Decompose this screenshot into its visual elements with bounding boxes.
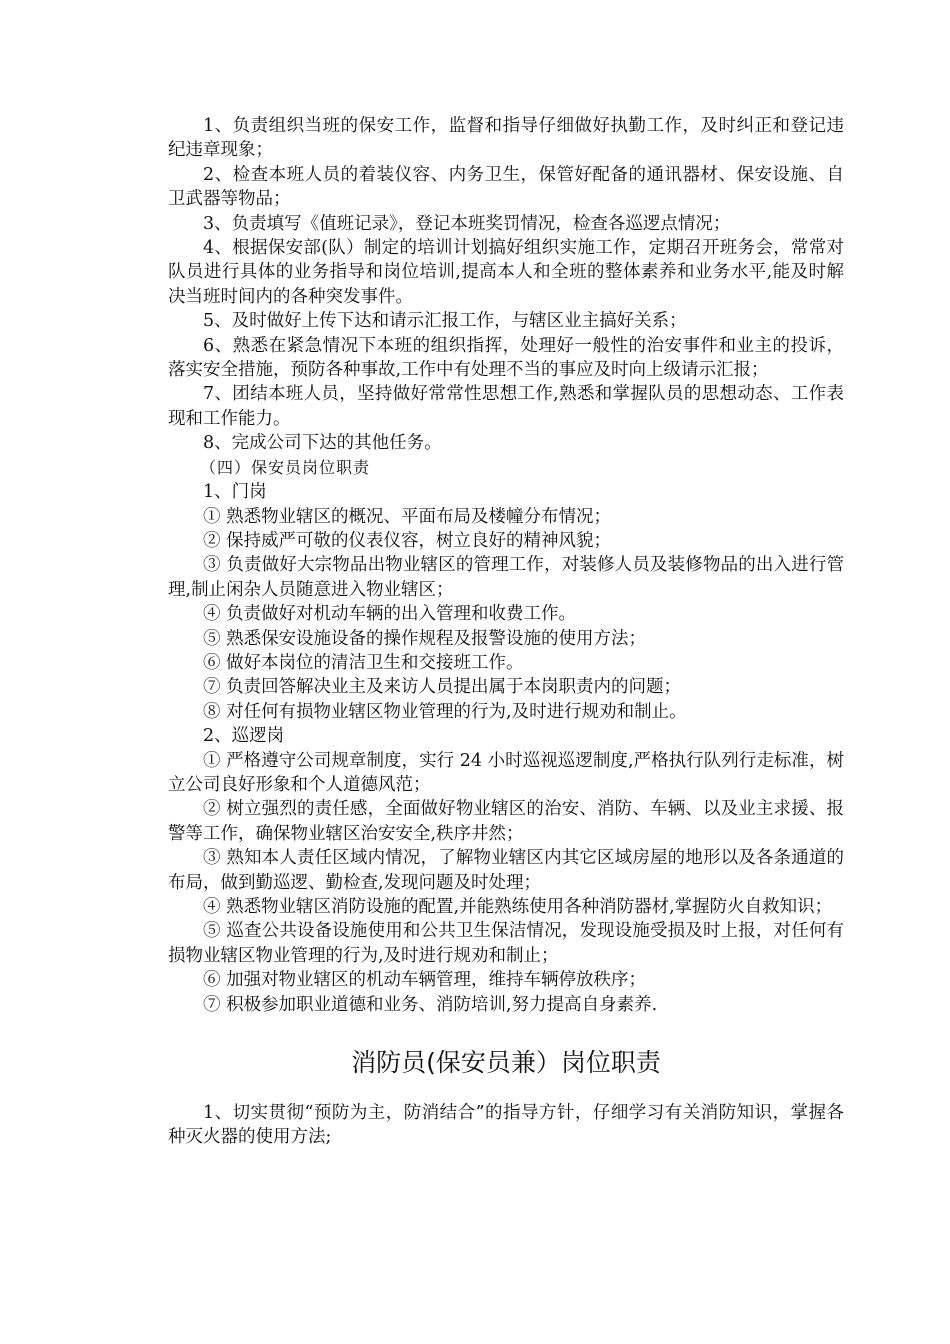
squad-duty-5: 5、及时做好上传下达和请示汇报工作，与辖区业主搞好关系； xyxy=(203,311,687,332)
squad-duty-6: 6、熟悉在紧急情况下本班的组织指挥，处理好一般性的治安事件和业主的投诉，落实安全措施，预防各种事故,工作中有处理不当的事应及时向上级请示汇报； xyxy=(168,335,844,381)
section-title-guard-duties: （四）保安员岗位职责 xyxy=(200,457,371,477)
firefighter-heading: 消防员(保安员兼）岗位职责 xyxy=(351,1048,661,1078)
document-page xyxy=(168,114,844,1150)
gate-duty-2: ② 保持威严可敬的仪表仪容，树立良好的精神风貌； xyxy=(203,530,612,551)
gate-duty-4: ④ 负责做好对机动车辆的出入管理和收费工作。 xyxy=(203,604,577,625)
squad-duty-7: 7、团结本班人员，坚持做好常常性思想工作,熟悉和掌握队员的思想动态、工作表现和工作能力。 xyxy=(168,384,844,429)
patrol-duty-3: ③ 熟知本人责任区域内情况，了解物业辖区内其它区域房屋的地形以及各条通道的布局，做到勤巡逻、勤检查,发现问题及时处理； xyxy=(168,848,844,893)
patrol-duty-4: ④ 熟悉物业辖区消防设施的配置,并能熟练使用各种消防器材,掌握防火自救知识； xyxy=(203,897,833,917)
patrol-duty-7: ⑦ 积极参加职业道德和业务、消防培训,努力提高自身素养. xyxy=(203,994,658,1015)
squad-duty-1: 1、负责组织当班的保安工作，监督和指导仔细做好执勤工作，及时纠正和登记违纪违章现象； xyxy=(168,116,844,161)
squad-duty-2: 2、检查本班人员的着装仪容、内务卫生，保管好配备的通讯器材、保安设施、自卫武器等物品； xyxy=(168,164,844,210)
gate-duty-7: ⑦ 负责回答解决业主及来访人员提出属于本岗职责内的问题； xyxy=(203,677,682,698)
squad-duty-8: 8、完成公司下达的其他任务。 xyxy=(203,433,442,454)
patrol-duty-1: ① 严格遵守公司规章制度，实行 24 小时巡视巡逻制度,严格执行队列行走标准，树立公司良好形象和个人道德风范； xyxy=(168,750,844,795)
gate-duty-1: ① 熟悉物业辖区的概况、平面布局及楼幢分布情况； xyxy=(203,506,612,527)
firefighter-duty-1: 1、切实贯彻“预防为主，防消结合”的指导方针，仔细学习有关消防知识，掌握各种灭火器的使用方法; xyxy=(168,1103,844,1148)
gate-duty-3: ③ 负责做好大宗物品出物业辖区的管理工作，对装修人员及装修物品的出入进行管理,制止闲杂人员随意进入物业辖区； xyxy=(168,555,844,600)
patrol-duty-2: ② 树立强烈的责任感，全面做好物业辖区的治安、消防、车辆、以及业主求援、报警等工作，确保物业辖区治安安全,秩序井然； xyxy=(168,799,844,844)
gate-duty-5: ⑤ 熟悉保安设施设备的操作规程及报警设施的使用方法； xyxy=(203,628,647,649)
squad-duty-4: 4、根据保安部(队）制定的培训计划搞好组织实施工作，定期召开班务会，常常对队员进行具体的业务指导和岗位培训,提高本人和全班的整体素养和业务水平,能及时解决当班时间内的各种突发事件。 xyxy=(168,238,844,307)
gate-duty-6: ⑥ 做好本岗位的清洁卫生和交接班工作。 xyxy=(203,652,524,673)
patrol-post-label: 2、巡逻岗 xyxy=(203,726,285,747)
gate-duty-8: ⑧ 对任何有损物业辖区物业管理的行为,及时进行规劝和制止。 xyxy=(203,701,687,722)
gate-post-label: 1、门岗 xyxy=(203,482,267,503)
patrol-duty-6: ⑥ 加强对物业辖区的机动车辆管理，维持车辆停放秩序； xyxy=(203,970,647,991)
patrol-duty-5: ⑤ 巡查公共设备设施使用和公共卫生保洁情况，发现设施受损及时上报，对任何有损物业辖区物业管理的行为,及时进行规劝和制止； xyxy=(168,921,844,966)
squad-duty-3: 3、负责填写《值班记录》，登记本班奖罚情况，检查各巡逻点情况； xyxy=(203,213,731,234)
